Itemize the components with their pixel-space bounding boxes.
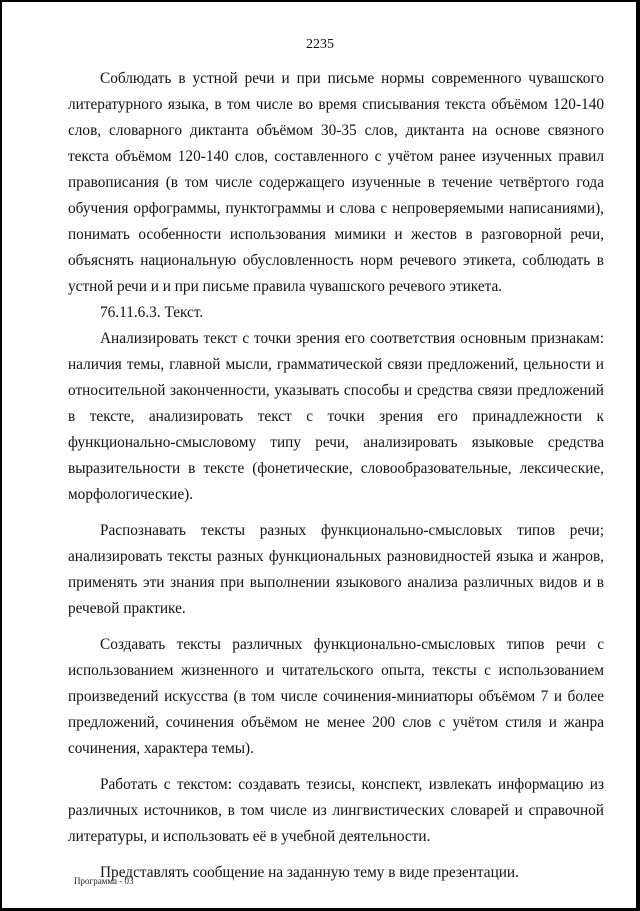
document-body xyxy=(68,66,604,886)
paragraph-text-analysis: Анализировать текст с точки зрения его соответствия основным признакам: наличия темы, главной мысли, грамматической связи предложений, цельности и относительной законченности, указывать способы и средства связи предложений в тексте, анализировать текст с точки зрения его принадлежности к функционально-смысловому типу речи, анализировать языковые средства выразительности в тексте (фонетические, словообразовательные, лексические, морфологические). xyxy=(68,330,604,503)
paragraph-presentation: Представлять сообщение на заданную тему в виде презентации. xyxy=(100,864,519,881)
paragraph-recognize-texts: Распознавать тексты разных функционально-смысловых типов речи; анализировать тексты разных функциональных разновидностей языка и жанров, применять эти знания при выполнении языкового анализа различных видов и в речевой практике. xyxy=(68,522,604,617)
section-heading-text: 76.11.6.3. Текст. xyxy=(100,304,204,321)
paragraph-create-texts: Создавать тексты различных функционально-смысловых типов речи с использованием жизненного и читательского опыта, тексты с использованием произведений искусства (в том числе сочинения-миниатюры объёмом 7 и более предложений, сочинения объёмом не менее 200 слов с учётом стиля и жанра сочинения, характера темы). xyxy=(68,636,604,757)
page-number: 2235 xyxy=(306,37,334,52)
scan-edge-right xyxy=(636,0,640,911)
paragraph-speech-norms: Соблюдать в устной речи и при письме нормы современного чувашского литературного языка, в том числе во время списывания текста объёмом 120-140 слов, словарного диктанта объёмом 30-35 слов, диктанта на основе связного текста объёмом 120-140 слов, составленного с учётом ранее изученных правил правописания (в том числе содержащего изученные в течение четвёртого года обучения орфограммы, пунктограммы и слова с непроверяемыми написаниями), понимать особенности использования мимики и жестов в разговорной речи, объяснять национальную обусловленность норм речевого этикета, соблюдать в устной речи и и при письме правила чувашского речевого этикета. xyxy=(68,70,604,295)
scan-edge-left xyxy=(0,0,2,911)
scan-edge-top xyxy=(0,0,640,2)
paragraph-work-with-text: Работать с текстом: создавать тезисы, конспект, извлекать информацию из различных источников, в том числе из лингвистических словарей и справочной литературы, и использовать её в учебной деятельности. xyxy=(68,776,604,845)
footer-program-label: Программа - 03 xyxy=(74,876,134,886)
